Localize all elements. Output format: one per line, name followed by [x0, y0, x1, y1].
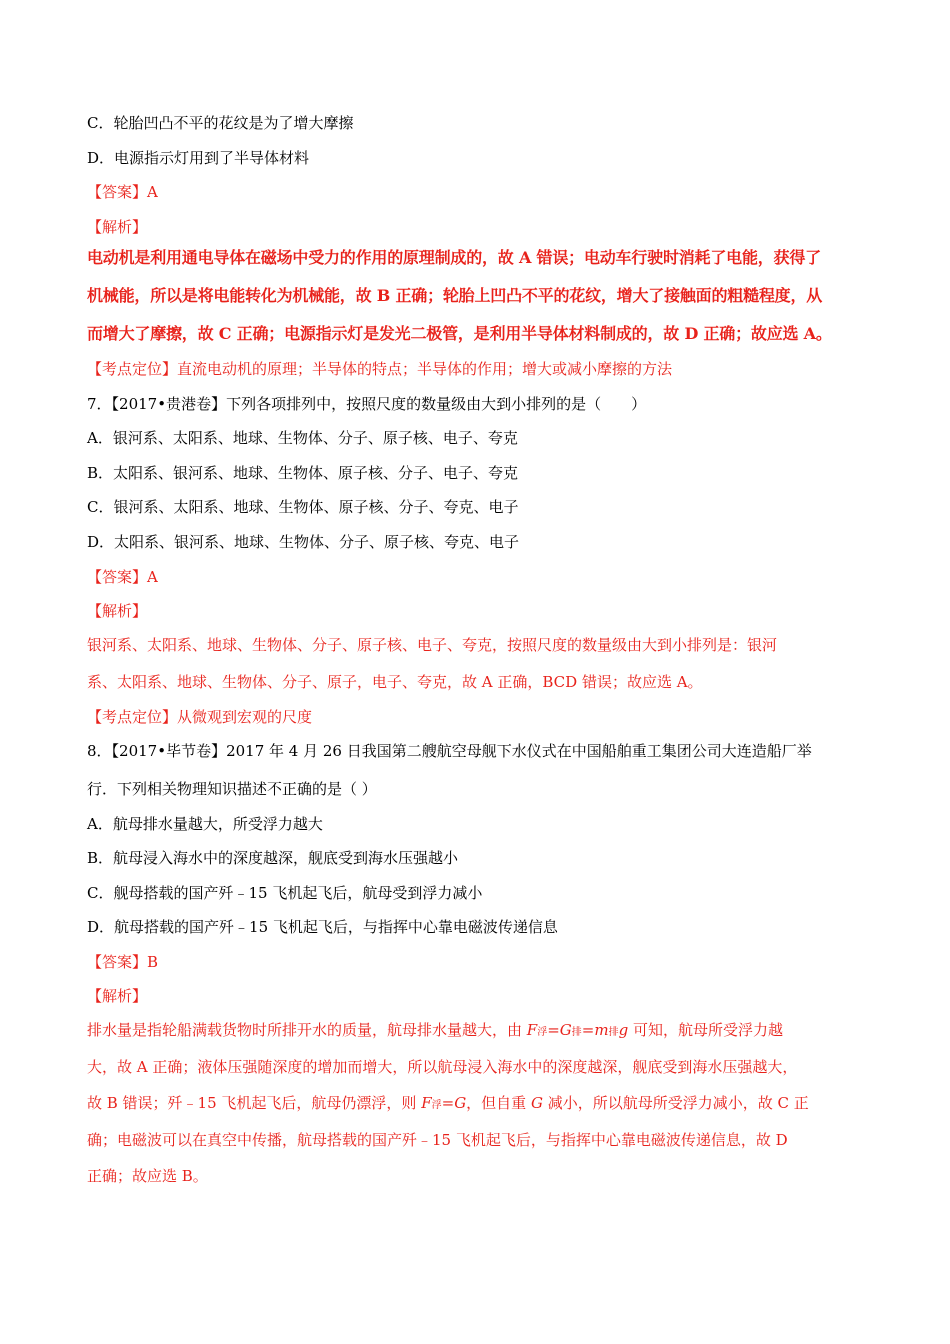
document-page: [87, 112, 867, 1200]
q8-option-b: B．航母浸入海水中的深度越深，舰底受到海水压强越小: [87, 849, 459, 868]
answer-label: 【答案】: [87, 567, 148, 586]
q8-stem-line2: 行．下列相关物理知识描述不正确的是（ ）: [87, 779, 377, 798]
q7-number: 7．: [87, 394, 112, 413]
q7-option-c: C．银河系、太阳系、地球、生物体、原子核、分子、夸克、电子: [87, 498, 519, 517]
prev-analysis: [87, 247, 867, 345]
analysis-line: 电动机是利用通电导体在磁场中受力的作用的原理制成的，故 A 错误；电动车行驶时消耗了电能，获得了: [87, 248, 821, 268]
analysis-line: 系、太阳系、地球、生物体、分子、原子，电子、夸克，故 A 正确，BCD 错误；故应选 A。: [87, 673, 703, 692]
prev-answer: [87, 181, 867, 203]
analysis-line: 正确；故应选 B。: [87, 1167, 208, 1186]
prev-keypoint: 【考点定位】直流电动机的原理；半导体的特点；半导体的作用；增大或减小摩擦的方法: [87, 359, 673, 378]
q8-option-d: D．航母搭载的国产歼﹣15 飞机起飞后，与指挥中心靠电磁波传递信息: [87, 918, 558, 937]
q8-answer: [87, 951, 867, 973]
answer-value: A: [147, 183, 158, 202]
q7-analysis-label: 【解析】: [87, 602, 148, 621]
q7-analysis: [87, 634, 867, 694]
q7-option-b: B．太阳系、银河系、地球、生物体、原子核、分子、电子、夸克: [87, 463, 519, 482]
analysis-line: 大，故 A 正确；液体压强随深度的增加而增大，所以航母浸入海水中的深度越深，舰底受到海水压强越大，: [87, 1057, 798, 1076]
prev-option-c: C．轮胎凹凸不平的花纹是为了增大摩擦: [87, 114, 354, 132]
q7-answer: [87, 566, 867, 588]
q8-stem-line1: 2017 年 4 月 26 日我国第二艘航空母舰下水仪式在中国船舶重工集团公司大连造船厂举: [226, 742, 812, 761]
q8-option-a: A．航母排水量越大，所受浮力越大: [87, 814, 323, 833]
answer-value: B: [147, 952, 159, 971]
q8-source: 【2017•毕节卷】: [111, 742, 227, 761]
prev-analysis-label: 【解析】: [87, 217, 148, 236]
analysis-line: 确；电磁波可以在真空中传播，航母搭载的国产歼﹣15 飞机起飞后，与指挥中心靠电磁波传递信息，故 D: [87, 1130, 788, 1149]
q7-option-a: A．银河系、太阳系、地球、生物体、分子、原子核、电子、夸克: [87, 429, 518, 448]
q7-stem: [87, 393, 867, 415]
analysis-line: 而增大了摩擦，故 C 正确；电源指示灯是发光二极管，是利用半导体材料制成的，故 D 正确；故应选 A。: [87, 324, 832, 344]
analysis-line: 故 B 错误；歼﹣15 飞机起飞后，航母仍漂浮，则 F浮=G，但自重 G 减小，所以航母所受浮力减小，故 C 正: [87, 1094, 809, 1113]
answer-value: A: [147, 567, 158, 586]
q8-analysis: [87, 1019, 867, 1187]
analysis-line: 银河系、太阳系、地球、生物体、分子、原子核、电子、夸克，按照尺度的数量级由大到小排列是：银河: [87, 635, 778, 654]
q8-stem: [87, 740, 867, 800]
q7-source: 【2017•贵港卷】: [111, 394, 227, 413]
answer-label: 【答案】: [87, 952, 148, 971]
q8-analysis-label: 【解析】: [87, 987, 148, 1006]
q8-option-c: C．舰母搭载的国产歼﹣15 飞机起飞后，航母受到浮力减小: [87, 883, 483, 902]
analysis-line: 机械能，所以是将电能转化为机械能，故 B 正确；轮胎上凹凸不平的花纹，增大了接触面的粗糙程度，从: [87, 286, 823, 306]
answer-label: 【答案】: [87, 183, 148, 202]
q7-stem-text: 下列各项排列中，按照尺度的数量级由大到小排列的是（ ）: [226, 394, 647, 413]
q7-option-d: D．太阳系、银河系、地球、生物体、分子、原子核、夸克、电子: [87, 532, 520, 551]
prev-option-d: D．电源指示灯用到了半导体材料: [87, 148, 310, 167]
q8-number: 8．: [87, 742, 112, 761]
q7-keypoint: 【考点定位】从微观到宏观的尺度: [87, 707, 313, 726]
analysis-line: 排水量是指轮船满载货物时所排开水的质量，航母排水量越大，由 F浮=G排=m排g 可知，航母所受浮力越: [87, 1021, 783, 1040]
